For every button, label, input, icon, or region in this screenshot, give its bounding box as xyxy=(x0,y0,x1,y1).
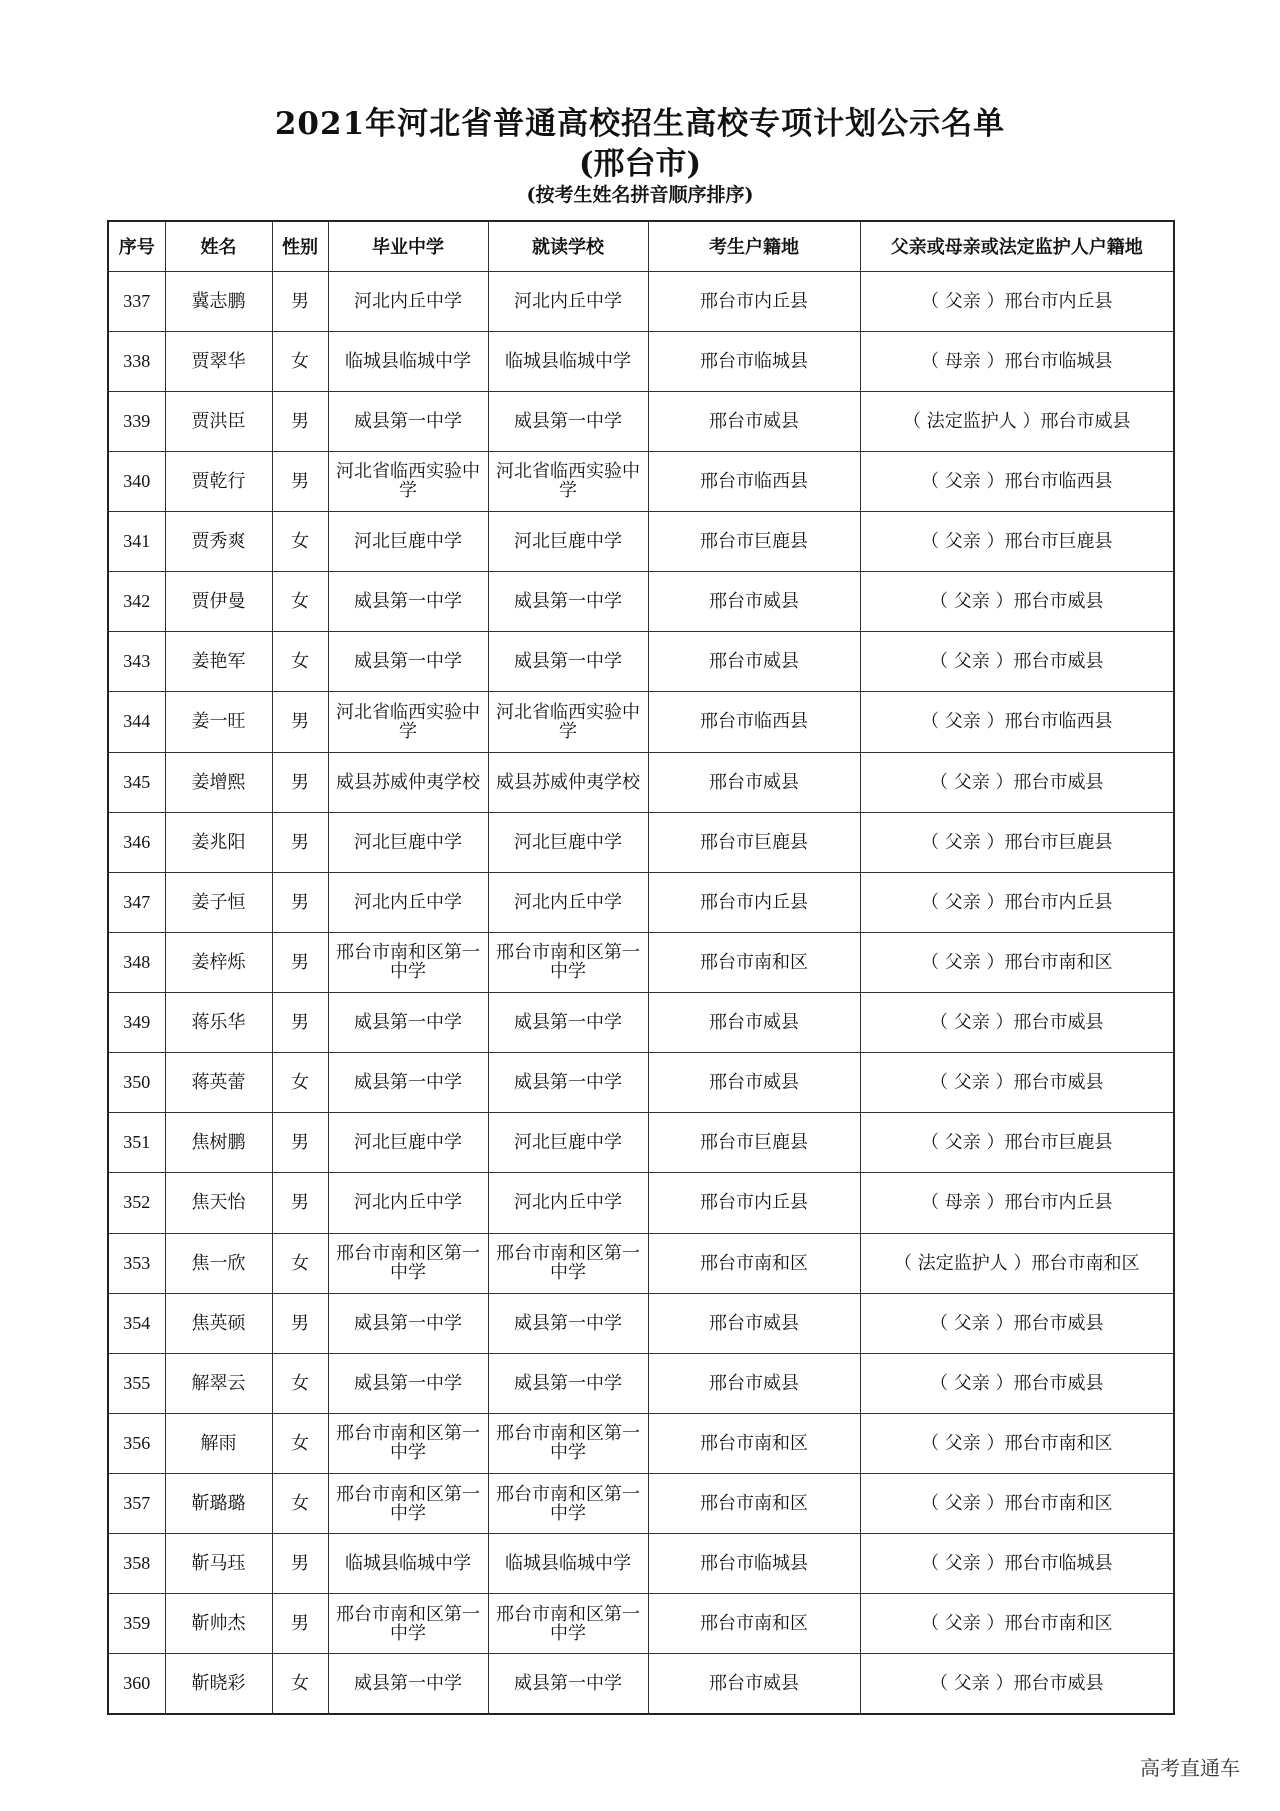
cell-name: 焦树鹏 xyxy=(165,1113,272,1173)
cell-graduation-school: 威县第一中学 xyxy=(328,1353,488,1413)
cell-current-school: 威县苏威仲夷学校 xyxy=(488,752,648,812)
table-row xyxy=(108,331,1174,391)
cell-current-school: 威县第一中学 xyxy=(488,572,648,632)
document-title: 2021年河北省普通高校招生高校专项计划公示名单 xyxy=(274,106,1006,142)
cell-name: 贾翠华 xyxy=(165,331,272,391)
cell-current-school: 河北巨鹿中学 xyxy=(488,512,648,572)
cell-guardian-hukou: （ 法定监护人 ）邢台市南和区 xyxy=(860,1233,1174,1293)
cell-guardian-hukou: （ 父亲 ）邢台市威县 xyxy=(860,1353,1174,1413)
cell-gender: 女 xyxy=(272,331,328,391)
cell-graduation-school: 临城县临城中学 xyxy=(328,1534,488,1594)
cell-index: 360 xyxy=(108,1654,165,1714)
cell-graduation-school: 河北内丘中学 xyxy=(328,271,488,331)
cell-guardian-hukou: （ 父亲 ）邢台市南和区 xyxy=(860,1413,1174,1473)
cell-guardian-hukou: （ 父亲 ）邢台市临西县 xyxy=(860,692,1174,752)
cell-index: 337 xyxy=(108,271,165,331)
cell-name: 贾洪臣 xyxy=(165,391,272,451)
col-header-candidate-hukou: 考生户籍地 xyxy=(648,221,860,271)
cell-guardian-hukou: （ 父亲 ）邢台市威县 xyxy=(860,1293,1174,1353)
cell-current-school: 河北内丘中学 xyxy=(488,872,648,932)
cell-index: 344 xyxy=(108,692,165,752)
cell-guardian-hukou: （ 父亲 ）邢台市临城县 xyxy=(860,1534,1174,1594)
cell-guardian-hukou: （ 父亲 ）邢台市威县 xyxy=(860,752,1174,812)
table-row xyxy=(108,1534,1174,1594)
table-row xyxy=(108,692,1174,752)
cell-current-school: 河北省临西实验中学 xyxy=(488,451,648,511)
cell-gender: 男 xyxy=(272,752,328,812)
cell-guardian-hukou: （ 父亲 ）邢台市内丘县 xyxy=(860,872,1174,932)
table-row xyxy=(108,872,1174,932)
cell-current-school: 河北内丘中学 xyxy=(488,271,648,331)
cell-name: 贾乾行 xyxy=(165,451,272,511)
cell-graduation-school: 邢台市南和区第一中学 xyxy=(328,1413,488,1473)
cell-index: 349 xyxy=(108,993,165,1053)
cell-gender: 女 xyxy=(272,632,328,692)
cell-gender: 女 xyxy=(272,1053,328,1113)
cell-current-school: 河北巨鹿中学 xyxy=(488,812,648,872)
cell-current-school: 威县第一中学 xyxy=(488,391,648,451)
table-row xyxy=(108,451,1174,511)
cell-gender: 男 xyxy=(272,451,328,511)
cell-name: 解翠云 xyxy=(165,1353,272,1413)
cell-guardian-hukou: （ 法定监护人 ）邢台市威县 xyxy=(860,391,1174,451)
table-header-row xyxy=(108,221,1174,271)
cell-gender: 男 xyxy=(272,932,328,992)
cell-gender: 男 xyxy=(272,1173,328,1233)
cell-index: 339 xyxy=(108,391,165,451)
candidate-table xyxy=(107,220,1175,1715)
cell-gender: 男 xyxy=(272,1293,328,1353)
cell-gender: 女 xyxy=(272,512,328,572)
cell-guardian-hukou: （ 父亲 ）邢台市威县 xyxy=(860,572,1174,632)
cell-candidate-hukou: 邢台市威县 xyxy=(648,1293,860,1353)
table-row xyxy=(108,932,1174,992)
cell-candidate-hukou: 邢台市巨鹿县 xyxy=(648,512,860,572)
cell-graduation-school: 威县第一中学 xyxy=(328,1293,488,1353)
cell-guardian-hukou: （ 父亲 ）邢台市临西县 xyxy=(860,451,1174,511)
cell-candidate-hukou: 邢台市临西县 xyxy=(648,692,860,752)
document-sort-note: (按考生姓名拼音顺序排序) xyxy=(526,184,754,206)
col-header-current-school: 就读学校 xyxy=(488,221,648,271)
cell-current-school: 邢台市南和区第一中学 xyxy=(488,1413,648,1473)
cell-graduation-school: 河北巨鹿中学 xyxy=(328,812,488,872)
table-row xyxy=(108,812,1174,872)
cell-name: 焦天怡 xyxy=(165,1173,272,1233)
cell-candidate-hukou: 邢台市威县 xyxy=(648,993,860,1053)
cell-current-school: 威县第一中学 xyxy=(488,1353,648,1413)
cell-name: 姜艳军 xyxy=(165,632,272,692)
cell-guardian-hukou: （ 父亲 ）邢台市威县 xyxy=(860,1654,1174,1714)
cell-graduation-school: 威县第一中学 xyxy=(328,632,488,692)
cell-index: 356 xyxy=(108,1413,165,1473)
cell-index: 351 xyxy=(108,1113,165,1173)
cell-guardian-hukou: （ 父亲 ）邢台市威县 xyxy=(860,993,1174,1053)
cell-candidate-hukou: 邢台市巨鹿县 xyxy=(648,1113,860,1173)
cell-name: 姜梓烁 xyxy=(165,932,272,992)
cell-guardian-hukou: （ 父亲 ）邢台市巨鹿县 xyxy=(860,812,1174,872)
cell-current-school: 威县第一中学 xyxy=(488,1053,648,1113)
cell-gender: 女 xyxy=(272,1474,328,1534)
cell-guardian-hukou: （ 父亲 ）邢台市巨鹿县 xyxy=(860,1113,1174,1173)
cell-candidate-hukou: 邢台市内丘县 xyxy=(648,872,860,932)
cell-name: 姜一旺 xyxy=(165,692,272,752)
cell-gender: 男 xyxy=(272,1594,328,1654)
watermark: 高考直通车 xyxy=(1140,1756,1240,1780)
cell-name: 贾伊曼 xyxy=(165,572,272,632)
cell-graduation-school: 邢台市南和区第一中学 xyxy=(328,1474,488,1534)
col-header-name: 姓名 xyxy=(165,221,272,271)
col-header-gender: 性别 xyxy=(272,221,328,271)
cell-current-school: 临城县临城中学 xyxy=(488,1534,648,1594)
cell-current-school: 河北省临西实验中学 xyxy=(488,692,648,752)
cell-index: 343 xyxy=(108,632,165,692)
cell-candidate-hukou: 邢台市威县 xyxy=(648,391,860,451)
cell-current-school: 威县第一中学 xyxy=(488,1654,648,1714)
cell-candidate-hukou: 邢台市内丘县 xyxy=(648,1173,860,1233)
table-row xyxy=(108,752,1174,812)
cell-index: 340 xyxy=(108,451,165,511)
cell-index: 346 xyxy=(108,812,165,872)
table-row xyxy=(108,391,1174,451)
cell-current-school: 河北内丘中学 xyxy=(488,1173,648,1233)
cell-gender: 女 xyxy=(272,572,328,632)
cell-guardian-hukou: （ 父亲 ）邢台市巨鹿县 xyxy=(860,512,1174,572)
cell-graduation-school: 河北巨鹿中学 xyxy=(328,512,488,572)
cell-graduation-school: 河北内丘中学 xyxy=(328,1173,488,1233)
cell-gender: 男 xyxy=(272,692,328,752)
cell-name: 焦英硕 xyxy=(165,1293,272,1353)
cell-candidate-hukou: 邢台市威县 xyxy=(648,1654,860,1714)
cell-current-school: 威县第一中学 xyxy=(488,993,648,1053)
cell-name: 靳璐璐 xyxy=(165,1474,272,1534)
cell-candidate-hukou: 邢台市威县 xyxy=(648,1353,860,1413)
cell-gender: 女 xyxy=(272,1233,328,1293)
cell-current-school: 邢台市南和区第一中学 xyxy=(488,1594,648,1654)
cell-graduation-school: 邢台市南和区第一中学 xyxy=(328,932,488,992)
cell-graduation-school: 临城县临城中学 xyxy=(328,331,488,391)
cell-index: 342 xyxy=(108,572,165,632)
cell-index: 348 xyxy=(108,932,165,992)
cell-name: 靳马珏 xyxy=(165,1534,272,1594)
cell-candidate-hukou: 邢台市南和区 xyxy=(648,1594,860,1654)
cell-index: 355 xyxy=(108,1353,165,1413)
cell-graduation-school: 威县苏威仲夷学校 xyxy=(328,752,488,812)
table-row xyxy=(108,1353,1174,1413)
cell-candidate-hukou: 邢台市临城县 xyxy=(648,1534,860,1594)
cell-name: 冀志鹏 xyxy=(165,271,272,331)
cell-candidate-hukou: 邢台市威县 xyxy=(648,632,860,692)
cell-gender: 男 xyxy=(272,872,328,932)
cell-guardian-hukou: （ 父亲 ）邢台市内丘县 xyxy=(860,271,1174,331)
cell-name: 姜子恒 xyxy=(165,872,272,932)
cell-guardian-hukou: （ 母亲 ）邢台市临城县 xyxy=(860,331,1174,391)
table-row xyxy=(108,1413,1174,1473)
cell-graduation-school: 河北巨鹿中学 xyxy=(328,1113,488,1173)
cell-gender: 女 xyxy=(272,1413,328,1473)
col-header-graduation-school: 毕业中学 xyxy=(328,221,488,271)
cell-index: 347 xyxy=(108,872,165,932)
cell-guardian-hukou: （ 母亲 ）邢台市内丘县 xyxy=(860,1173,1174,1233)
table-row xyxy=(108,1474,1174,1534)
cell-current-school: 邢台市南和区第一中学 xyxy=(488,1233,648,1293)
document-subtitle-city: (邢台市) xyxy=(578,146,702,182)
table-body xyxy=(108,271,1174,1714)
cell-index: 338 xyxy=(108,331,165,391)
cell-index: 345 xyxy=(108,752,165,812)
cell-index: 352 xyxy=(108,1173,165,1233)
cell-name: 蒋乐华 xyxy=(165,993,272,1053)
cell-current-school: 邢台市南和区第一中学 xyxy=(488,1474,648,1534)
table-row xyxy=(108,632,1174,692)
cell-index: 359 xyxy=(108,1594,165,1654)
cell-gender: 男 xyxy=(272,271,328,331)
cell-candidate-hukou: 邢台市威县 xyxy=(648,752,860,812)
cell-candidate-hukou: 邢台市临西县 xyxy=(648,451,860,511)
cell-candidate-hukou: 邢台市南和区 xyxy=(648,1474,860,1534)
cell-candidate-hukou: 邢台市南和区 xyxy=(648,932,860,992)
cell-current-school: 临城县临城中学 xyxy=(488,331,648,391)
cell-candidate-hukou: 邢台市内丘县 xyxy=(648,271,860,331)
table-row xyxy=(108,512,1174,572)
col-header-guardian-hukou: 父亲或母亲或法定监护人户籍地 xyxy=(860,221,1174,271)
cell-name: 姜增熙 xyxy=(165,752,272,812)
cell-gender: 男 xyxy=(272,1534,328,1594)
cell-candidate-hukou: 邢台市南和区 xyxy=(648,1233,860,1293)
table-row xyxy=(108,993,1174,1053)
cell-guardian-hukou: （ 父亲 ）邢台市南和区 xyxy=(860,1594,1174,1654)
table-row xyxy=(108,572,1174,632)
cell-candidate-hukou: 邢台市南和区 xyxy=(648,1413,860,1473)
cell-guardian-hukou: （ 父亲 ）邢台市威县 xyxy=(860,632,1174,692)
cell-name: 焦一欣 xyxy=(165,1233,272,1293)
cell-index: 358 xyxy=(108,1534,165,1594)
cell-name: 解雨 xyxy=(165,1413,272,1473)
table-row xyxy=(108,1293,1174,1353)
cell-candidate-hukou: 邢台市威县 xyxy=(648,1053,860,1113)
cell-gender: 男 xyxy=(272,993,328,1053)
cell-index: 341 xyxy=(108,512,165,572)
cell-name: 贾秀爽 xyxy=(165,512,272,572)
table-row xyxy=(108,1594,1174,1654)
cell-candidate-hukou: 邢台市巨鹿县 xyxy=(648,812,860,872)
cell-gender: 女 xyxy=(272,1353,328,1413)
cell-current-school: 威县第一中学 xyxy=(488,632,648,692)
cell-graduation-school: 威县第一中学 xyxy=(328,993,488,1053)
cell-guardian-hukou: （ 父亲 ）邢台市威县 xyxy=(860,1053,1174,1113)
cell-graduation-school: 威县第一中学 xyxy=(328,1053,488,1113)
cell-graduation-school: 威县第一中学 xyxy=(328,391,488,451)
cell-index: 350 xyxy=(108,1053,165,1113)
cell-graduation-school: 河北省临西实验中学 xyxy=(328,692,488,752)
cell-gender: 女 xyxy=(272,1654,328,1714)
table-row xyxy=(108,1233,1174,1293)
cell-name: 蒋英蕾 xyxy=(165,1053,272,1113)
cell-name: 靳帅杰 xyxy=(165,1594,272,1654)
cell-gender: 男 xyxy=(272,812,328,872)
cell-graduation-school: 威县第一中学 xyxy=(328,1654,488,1714)
cell-graduation-school: 邢台市南和区第一中学 xyxy=(328,1233,488,1293)
cell-name: 靳晓彩 xyxy=(165,1654,272,1714)
cell-current-school: 河北巨鹿中学 xyxy=(488,1113,648,1173)
cell-index: 354 xyxy=(108,1293,165,1353)
cell-graduation-school: 河北省临西实验中学 xyxy=(328,451,488,511)
table-row xyxy=(108,1654,1174,1714)
cell-guardian-hukou: （ 父亲 ）邢台市南和区 xyxy=(860,932,1174,992)
cell-candidate-hukou: 邢台市威县 xyxy=(648,572,860,632)
cell-graduation-school: 邢台市南和区第一中学 xyxy=(328,1594,488,1654)
cell-current-school: 威县第一中学 xyxy=(488,1293,648,1353)
cell-name: 姜兆阳 xyxy=(165,812,272,872)
cell-index: 353 xyxy=(108,1233,165,1293)
col-header-index: 序号 xyxy=(108,221,165,271)
cell-index: 357 xyxy=(108,1474,165,1534)
cell-gender: 男 xyxy=(272,391,328,451)
cell-guardian-hukou: （ 父亲 ）邢台市南和区 xyxy=(860,1474,1174,1534)
table-row xyxy=(108,1113,1174,1173)
table-row xyxy=(108,1053,1174,1113)
cell-graduation-school: 河北内丘中学 xyxy=(328,872,488,932)
cell-current-school: 邢台市南和区第一中学 xyxy=(488,932,648,992)
cell-graduation-school: 威县第一中学 xyxy=(328,572,488,632)
cell-gender: 男 xyxy=(272,1113,328,1173)
table-row xyxy=(108,1173,1174,1233)
cell-candidate-hukou: 邢台市临城县 xyxy=(648,331,860,391)
table-row xyxy=(108,271,1174,331)
